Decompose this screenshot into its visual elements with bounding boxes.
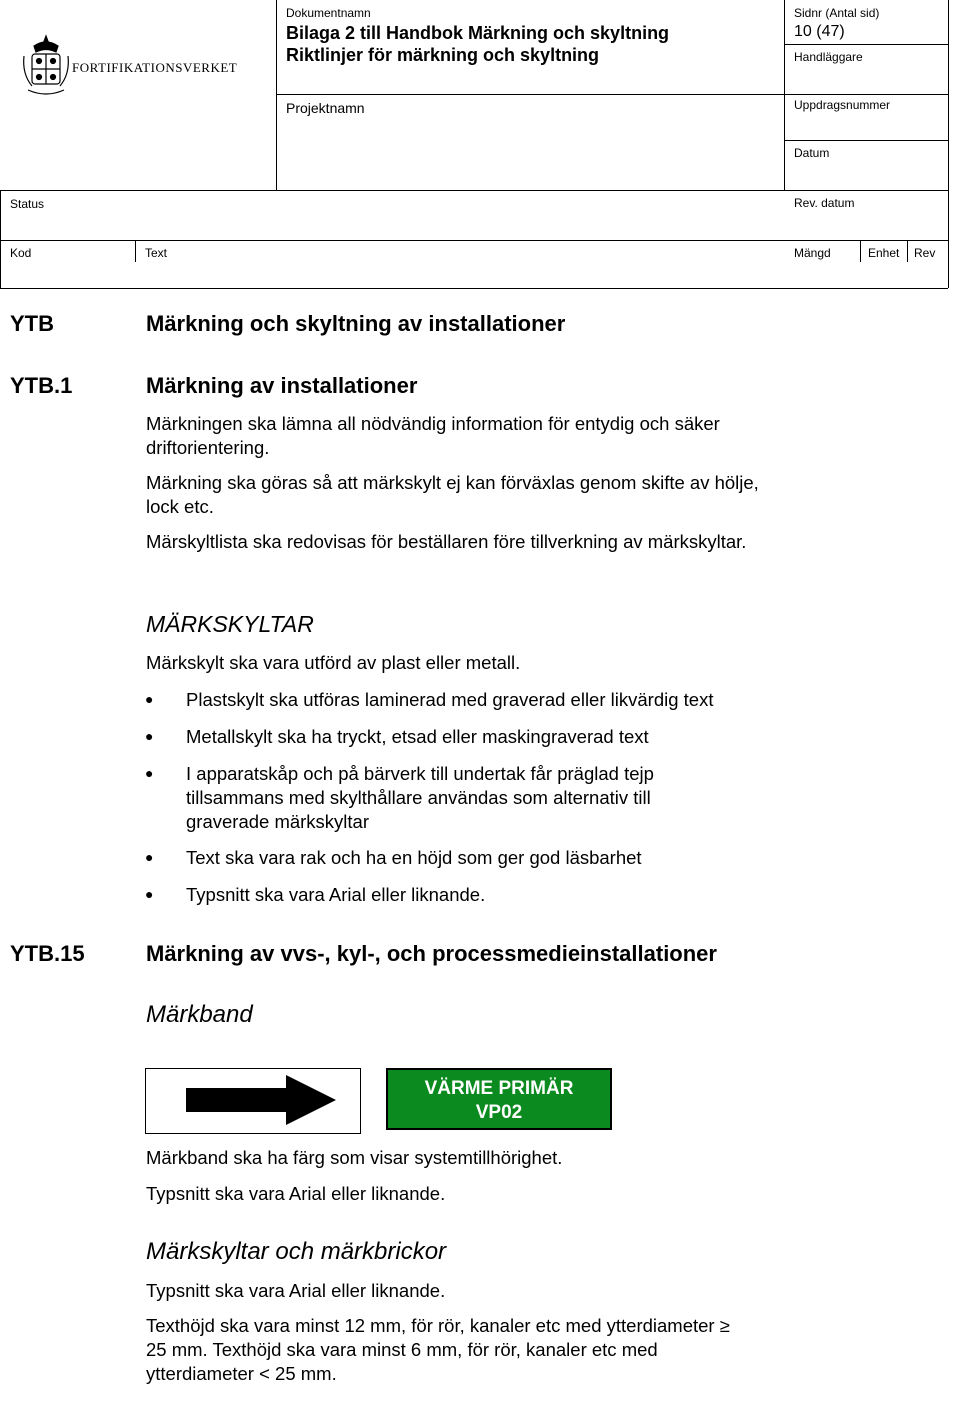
handlaggare-label: Handläggare — [794, 50, 863, 64]
bullet-icon: ● — [145, 765, 154, 781]
paragraph: Typsnitt ska vara Arial eller liknande. — [146, 1183, 446, 1204]
bullet-icon: ● — [145, 886, 154, 902]
sidnr-value: 10 (47) — [794, 23, 845, 40]
section-code-ytb15: YTB.15 — [10, 941, 85, 966]
bullet-text: Text ska vara rak och ha en höjd som ger god läsbarhet — [186, 847, 642, 868]
datum-label: Datum — [794, 146, 830, 160]
bullet-icon: ● — [145, 849, 154, 865]
bullet-text: I apparatskåp och på bärverk till undertak får präglad tejp tillsammans med skylthållare användas som alternativ till graverade märkskyltar — [186, 763, 654, 832]
flow-direction-band — [145, 1068, 361, 1134]
paragraph: Typsnitt ska vara Arial eller liknande. — [146, 1280, 446, 1301]
crest-icon — [20, 34, 72, 98]
pipe-label-line1: VÄRME PRIMÄR — [424, 1078, 574, 1099]
section-title-ytb15: Märkning av vvs-, kyl-, och processmedieinstallationer — [146, 941, 717, 966]
bullet-text: Typsnitt ska vara Arial eller liknande. — [186, 884, 486, 905]
column-kod: Kod — [10, 246, 32, 260]
paragraph: Texthöjd ska vara minst 12 mm, för rör, kanaler etc med ytterdiameter ≥ 25 mm. Texthöjd ska vara minst 6 mm, för rör, kanaler etc med ytterdiameter < 25 mm. — [146, 1315, 730, 1384]
sidnr-label: Sidnr (Antal sid) — [794, 6, 880, 20]
section-code-ytb: YTB — [10, 311, 54, 336]
document-title-line1: Bilaga 2 till Handbok Märkning och skyltning — [286, 23, 670, 43]
pipe-label-line2: VP02 — [475, 1102, 523, 1123]
paragraph: Märskyltlista ska redovisas för beställaren före tillverkning av märkskyltar. — [146, 531, 747, 552]
column-rev: Rev — [914, 246, 936, 260]
dokumentnamn-label: Dokumentnamn — [286, 6, 371, 20]
pipe-label-sample — [386, 1068, 612, 1130]
bullet-text: Metallskylt ska ha tryckt, etsad eller maskingraverad text — [186, 726, 649, 747]
paragraph: Märkband ska ha färg som visar systemtillhörighet. — [146, 1147, 563, 1168]
paragraph: Märkningen ska lämna all nödvändig information för entydig och säker driftorientering. — [146, 413, 720, 458]
column-mangd: Mängd — [794, 246, 831, 260]
logo-wordmark: FORTIFIKATIONSVERKET — [72, 60, 238, 75]
paragraph: Märkskylt ska vara utförd av plast eller metall. — [146, 652, 521, 673]
arrow-right-icon — [146, 1069, 359, 1132]
bullet-text: Plastskylt ska utföras laminerad med graverad eller likvärdig text — [186, 689, 714, 710]
section-title-ytb: Märkning och skyltning av installationer — [146, 311, 566, 336]
revdatum-label: Rev. datum — [794, 196, 855, 210]
status-label: Status — [10, 197, 45, 211]
paragraph: Märkning ska göras så att märkskylt ej kan förväxlas genom skifte av hölje, lock etc. — [146, 472, 759, 517]
column-text: Text — [145, 246, 168, 260]
document-title-line2: Riktlinjer för märkning och skyltning — [286, 45, 600, 65]
subheading-markskyltar-markbrickor: Märkskyltar och märkbrickor — [146, 1238, 447, 1265]
projektnamn-label: Projektnamn — [286, 100, 365, 116]
bullet-icon: ● — [145, 728, 154, 744]
uppdragsnummer-label: Uppdragsnummer — [794, 98, 891, 112]
section-code-ytb1: YTB.1 — [10, 373, 73, 398]
section-title-ytb1: Märkning av installationer — [146, 373, 418, 398]
column-enhet: Enhet — [868, 246, 900, 260]
subheading-markband: Märkband — [146, 1001, 253, 1028]
subheading-markskyltar: MÄRKSKYLTAR — [146, 611, 314, 637]
bullet-icon: ● — [145, 691, 154, 707]
